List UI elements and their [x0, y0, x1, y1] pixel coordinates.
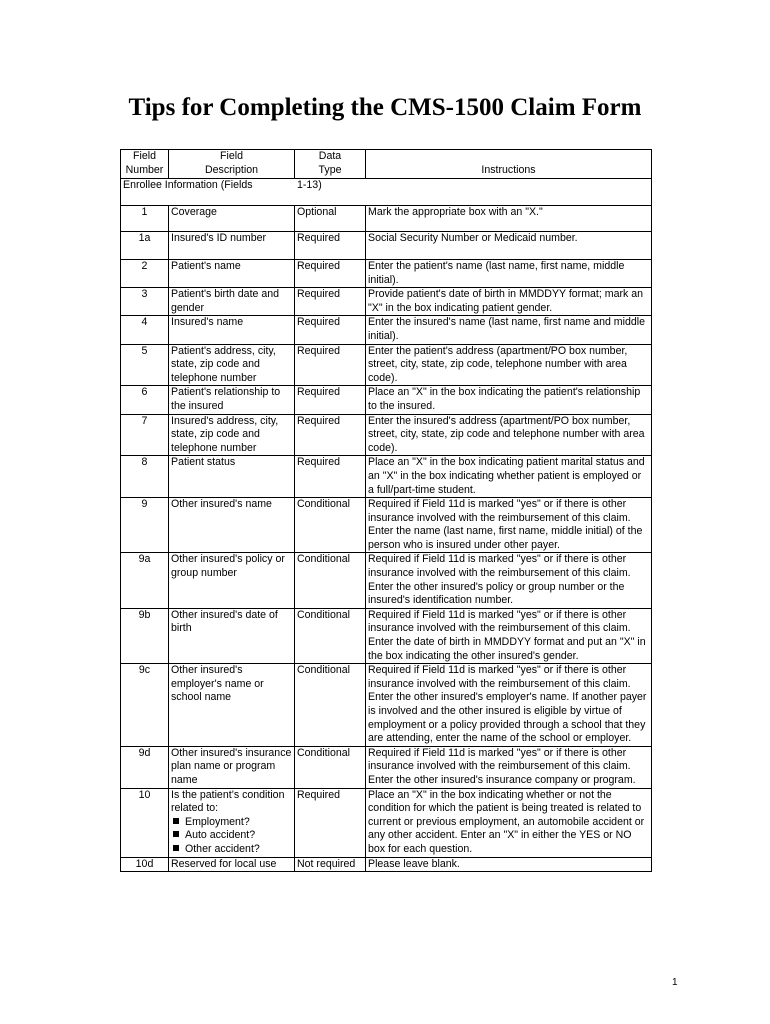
- data-type-cell: Required: [295, 260, 366, 288]
- instructions-cell: Required if Field 11d is marked "yes" or if there is other insurance involved with the reimbursement of this claim. Enter the other insured's insurance company or program.: [366, 746, 652, 788]
- instructions-cell: Enter the patient's address (apartment/PO box number, street, city, state, zip code, telephone number with area code).: [366, 344, 652, 386]
- table-row: [121, 746, 652, 788]
- data-type-cell: Optional: [295, 206, 366, 232]
- field-description-cell: Patient status: [169, 456, 295, 498]
- table-row: [121, 608, 652, 663]
- data-type-cell: Conditional: [295, 498, 366, 553]
- table-row: [121, 664, 652, 747]
- field-description-cell: Other insured's employer's name or school name: [169, 664, 295, 747]
- instructions-cell: Required if Field 11d is marked "yes" or if there is other insurance involved with the reimbursement of this claim. Enter the other insured's employer's name. If another payer is involved and the other insured is eligible by virtue of employment or a policy provided through a school that they are attending, enter the name of the school or employer.: [366, 664, 652, 747]
- data-type-cell: Required: [295, 316, 366, 344]
- table-row: [121, 206, 652, 232]
- data-type-cell: Required: [295, 456, 366, 498]
- table-row: [121, 288, 652, 316]
- instructions-cell: Required if Field 11d is marked "yes" or if there is other insurance involved with the reimbursement of this claim. Enter the other insured's policy or group number or the insured's identification number.: [366, 553, 652, 608]
- data-type-cell: Conditional: [295, 553, 366, 608]
- instructions-cell: Required if Field 11d is marked "yes" or if there is other insurance involved with the reimbursement of this claim. Enter the date of birth in MMDDYY format and put an "X" in the box indicating the other insured's gender.: [366, 608, 652, 663]
- square-bullet-icon: [173, 845, 179, 851]
- data-type-cell: Not required: [295, 857, 366, 872]
- field-number-cell: 6: [121, 386, 169, 414]
- section-heading: [121, 179, 652, 206]
- page-number: 1: [672, 977, 678, 988]
- table-row: [121, 553, 652, 608]
- field-description-cell: Insured's ID number: [169, 232, 295, 260]
- field-description-cell: Other insured's name: [169, 498, 295, 553]
- section-label: Enrollee Information (Fields: [123, 179, 253, 191]
- field-number-cell: 2: [121, 260, 169, 288]
- field-number-cell: 7: [121, 414, 169, 456]
- instructions-cell: Place an "X" in the box indicating patient marital status and an "X" in the box indicating whether patient is employed or a full/part-time student.: [366, 456, 652, 498]
- instructions-cell: Required if Field 11d is marked "yes" or if there is other insurance involved with the reimbursement of this claim. Enter the name (last name, first name, middle initial) of the person who is insured under other payer.: [366, 498, 652, 553]
- field-description-cell: Reserved for local use: [169, 857, 295, 872]
- data-type-cell: Required: [295, 788, 366, 857]
- instructions-cell: Place an "X" in the box indicating whether or not the condition for which the patient is being treated is related to current or previous employment, an automobile accident or any other accident. Enter an "X" in either the YES or NO box for each question.: [366, 788, 652, 857]
- field-number-cell: 1a: [121, 232, 169, 260]
- table-row: [121, 232, 652, 260]
- field-description-cell: Other insured's policy or group number: [169, 553, 295, 608]
- header-field-number: Field Number: [121, 150, 169, 179]
- data-type-cell: Conditional: [295, 746, 366, 788]
- field-description-cell: Insured's name: [169, 316, 295, 344]
- table-row: [121, 386, 652, 414]
- header-data-type: Data Type: [295, 150, 366, 179]
- field-number-cell: 1: [121, 206, 169, 232]
- field-number-cell: 9b: [121, 608, 169, 663]
- field-description-cell: Patient's relationship to the insured: [169, 386, 295, 414]
- field-number-cell: 10: [121, 788, 169, 857]
- instructions-cell: Enter the insured's name (last name, first name and middle initial).: [366, 316, 652, 344]
- data-type-cell: Required: [295, 386, 366, 414]
- field-number-cell: 8: [121, 456, 169, 498]
- instructions-cell: Provide patient's date of birth in MMDDYY format; mark an "X" in the box indicating patient gender.: [366, 288, 652, 316]
- table-row: [121, 456, 652, 498]
- field-number-cell: 5: [121, 344, 169, 386]
- square-bullet-icon: [173, 818, 179, 824]
- page-title: Tips for Completing the CMS-1500 Claim Form: [128, 94, 642, 121]
- data-type-cell: Conditional: [295, 664, 366, 747]
- field-description-cell: Other insured's insurance plan name or program name: [169, 746, 295, 788]
- data-type-cell: Required: [295, 414, 366, 456]
- header-instructions: Instructions: [366, 150, 652, 179]
- table-row: [121, 788, 652, 857]
- table-row: [121, 414, 652, 456]
- field-description-cell: Patient's birth date and gender: [169, 288, 295, 316]
- field-description-cell: Patient's address, city, state, zip code and telephone number: [169, 344, 295, 386]
- claim-form-table: [120, 149, 652, 872]
- instructions-cell: Please leave blank.: [366, 857, 652, 872]
- field-description-cell: Patient's name: [169, 260, 295, 288]
- table-row: [121, 316, 652, 344]
- instructions-cell: Place an "X" in the box indicating the patient's relationship to the insured.: [366, 386, 652, 414]
- field-number-cell: 4: [121, 316, 169, 344]
- section-range: 1-13): [297, 179, 322, 191]
- instructions-cell: Enter the patient's name (last name, first name, middle initial).: [366, 260, 652, 288]
- square-bullet-icon: [173, 831, 179, 837]
- instructions-cell: Social Security Number or Medicaid number.: [366, 232, 652, 260]
- field-number-cell: 10d: [121, 857, 169, 872]
- instructions-cell: Enter the insured's address (apartment/PO box number, street, city, state, zip code and telephone number with area code).: [366, 414, 652, 456]
- data-type-cell: Conditional: [295, 608, 366, 663]
- field-number-cell: 9a: [121, 553, 169, 608]
- data-type-cell: Required: [295, 344, 366, 386]
- table-header-row: [121, 150, 652, 179]
- bullet-item: Auto accident?: [171, 829, 292, 843]
- data-type-cell: Required: [295, 288, 366, 316]
- field-number-cell: 3: [121, 288, 169, 316]
- section-row: [121, 179, 652, 206]
- field-description-cell: Is the patient’s condition related to: Employment? Auto accident? Other accident?: [169, 788, 295, 857]
- table-row: [121, 260, 652, 288]
- field-description-cell: Insured's address, city, state, zip code and telephone number: [169, 414, 295, 456]
- bullet-item: Employment?: [171, 816, 292, 830]
- data-type-cell: Required: [295, 232, 366, 260]
- field-description-cell: Coverage: [169, 206, 295, 232]
- field-number-cell: 9d: [121, 746, 169, 788]
- table-row: [121, 857, 652, 872]
- field-description-cell: Other insured's date of birth: [169, 608, 295, 663]
- bullet-item: Other accident?: [171, 843, 292, 857]
- header-field-description: Field Description: [169, 150, 295, 179]
- table-row: [121, 344, 652, 386]
- field-number-cell: 9c: [121, 664, 169, 747]
- instructions-cell: Mark the appropriate box with an "X.": [366, 206, 652, 232]
- field-number-cell: 9: [121, 498, 169, 553]
- table-row: [121, 498, 652, 553]
